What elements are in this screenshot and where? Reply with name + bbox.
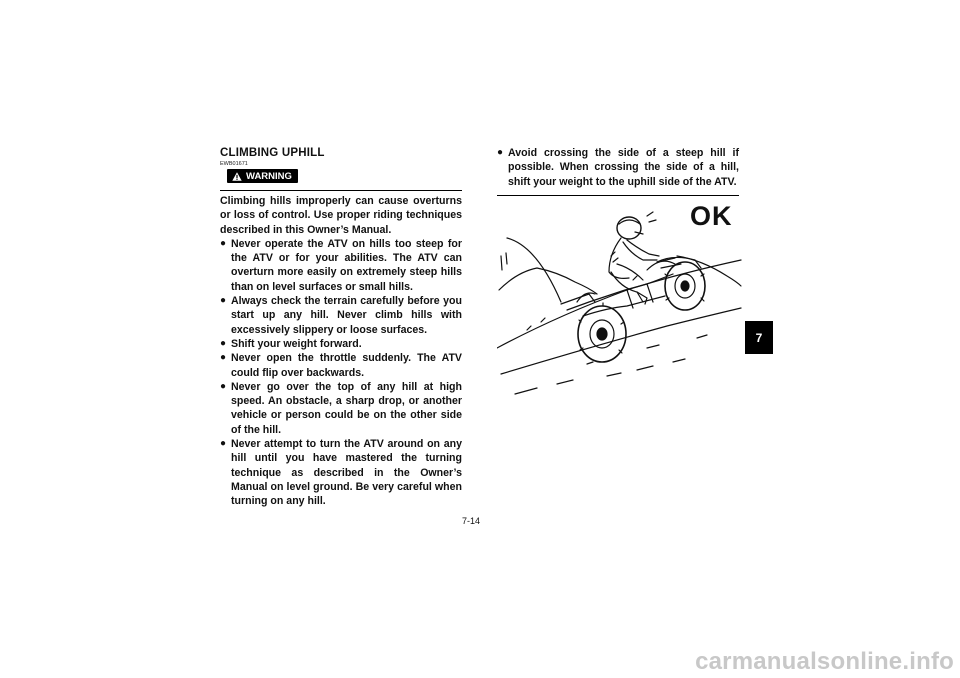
warning-bullet-list-continued	[497, 146, 739, 189]
section-heading: CLIMBING UPHILL	[220, 147, 325, 159]
bullet-icon: ●	[220, 295, 227, 307]
bullet-icon: ●	[497, 147, 504, 158]
list-item	[220, 380, 462, 437]
bullet-icon: ●	[220, 352, 227, 364]
warning-intro: Climbing hills improperly can cause overturns or loss of control. Use proper riding techniques described in this Owner’s Manual.	[220, 195, 462, 236]
warning-triangle-icon	[232, 172, 242, 181]
list-item-text: Shift your weight forward.	[231, 337, 362, 350]
list-item-text: Never open the throttle suddenly. The ATV could flip over backwards.	[231, 352, 462, 379]
list-item-text: Never go over the top of any hill at high speed. An obstacle, a sharp drop, or another vehicle or person could be on the other side of the hill.	[231, 380, 462, 436]
list-item	[220, 351, 462, 380]
bullet-icon: ●	[220, 237, 227, 249]
list-item-text: Never operate the ATV on hills too steep for the ATV or for your abilities. The ATV can overturn more easily on extremely steep hills than on level surfaces or small hills.	[231, 237, 462, 293]
warning-end-rule	[497, 195, 739, 196]
bullet-icon: ●	[220, 380, 227, 392]
document-code: EWB01671	[220, 161, 248, 167]
list-item	[220, 294, 462, 337]
list-item	[220, 437, 462, 508]
list-item-text: Always check the terrain carefully before you start up any hill. Never climb hills with excessively slippery or loose surfaces.	[231, 295, 462, 336]
warning-label: WARNING	[246, 171, 292, 182]
list-item	[220, 337, 462, 351]
list-item	[497, 146, 739, 189]
warning-bullet-list	[220, 237, 462, 509]
list-item-text: Avoid crossing the side of a steep hill if possible. When crossing the side of a hill, shift your weight to the uphill side of the ATV.	[508, 147, 739, 188]
warning-badge	[227, 169, 298, 183]
warning-header	[220, 168, 462, 191]
bullet-icon: ●	[220, 438, 227, 450]
watermark: carmanualsonline.info	[695, 648, 954, 675]
page-number: 7-14	[462, 516, 481, 526]
chapter-tab: 7	[745, 321, 773, 354]
bullet-icon: ●	[220, 337, 227, 349]
list-item-text: Never attempt to turn the ATV around on any hill until you have mastered the turning technique as described in the Owner’s Manual on level ground. Be very careful when turning on any hill.	[231, 438, 462, 508]
list-item	[220, 237, 462, 294]
ok-label: OK	[690, 201, 733, 231]
right-column	[497, 146, 739, 196]
left-column	[220, 146, 462, 509]
